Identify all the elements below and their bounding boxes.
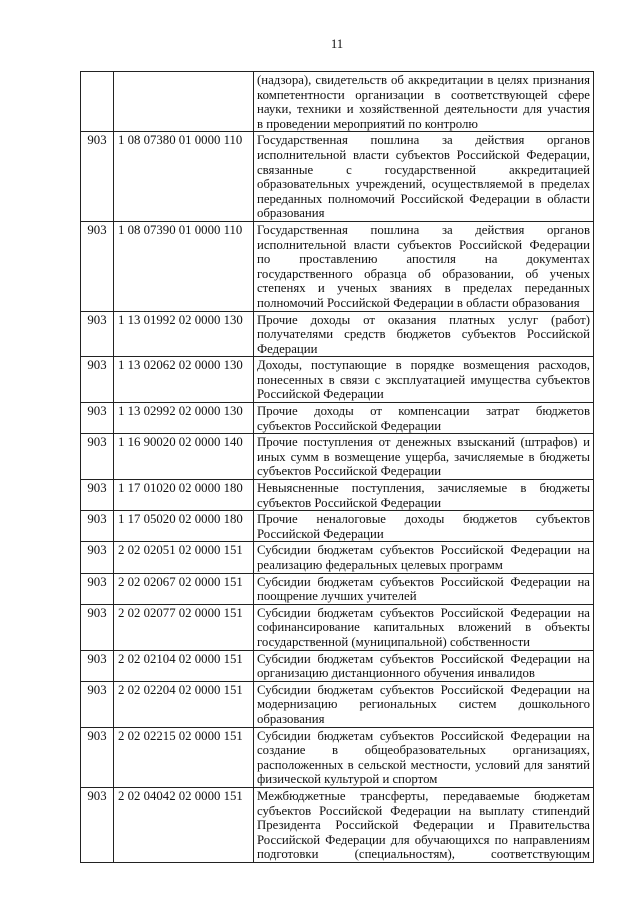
description-line: компетентности организации в соответствующей сфере bbox=[257, 87, 590, 102]
table-row bbox=[81, 650, 594, 681]
description-line: по проставлению апостиля на документах bbox=[257, 252, 590, 267]
description-line: Доходы, поступающие в порядке возмещения расходов, bbox=[257, 358, 590, 373]
table-row bbox=[81, 681, 594, 727]
description-line: субъектов Российской Федерации на выплату стипендий bbox=[257, 803, 590, 818]
revenue-code-cell: 2 02 02204 02 0000 151 bbox=[114, 681, 254, 727]
description-line: исполнительной власти субъектов Российской Федерации, bbox=[257, 147, 590, 162]
admin-code-cell: 903 bbox=[81, 573, 114, 604]
description-cell bbox=[254, 132, 594, 222]
description-line: государственного образца об образовании, об ученых bbox=[257, 266, 590, 281]
admin-code-cell: 903 bbox=[81, 650, 114, 681]
table-row bbox=[81, 480, 594, 511]
revenue-code-cell: 1 17 01020 02 0000 180 bbox=[114, 480, 254, 511]
description-cell bbox=[254, 72, 594, 132]
description-line: субъектов Российской Федерации bbox=[257, 495, 442, 510]
description-line: Российской Федерации bbox=[257, 526, 384, 541]
admin-code-cell: 903 bbox=[81, 480, 114, 511]
revenue-code-cell: 1 13 02062 02 0000 130 bbox=[114, 357, 254, 403]
description-line: субъектов Российской Федерации bbox=[257, 418, 442, 433]
revenue-code-cell: 2 02 02077 02 0000 151 bbox=[114, 604, 254, 650]
revenue-code-cell: 2 02 04042 02 0000 151 bbox=[114, 787, 254, 862]
table-row bbox=[81, 221, 594, 311]
table-row bbox=[81, 787, 594, 862]
description-cell bbox=[254, 221, 594, 311]
description-line: создание в общеобразовательных организациях, bbox=[257, 743, 590, 758]
description-line: реализацию федеральных целевых программ bbox=[257, 558, 503, 572]
revenue-code-cell: 2 02 02215 02 0000 151 bbox=[114, 727, 254, 787]
description-cell bbox=[254, 681, 594, 727]
description-line: Субсидии бюджетам субъектов Российской Федерации на bbox=[257, 682, 590, 697]
description-line: расположенных в сельской местности, условий для занятий bbox=[257, 757, 590, 772]
admin-code-cell: 903 bbox=[81, 357, 114, 403]
description-line: связанные с государственной аккредитацией bbox=[257, 162, 590, 177]
admin-code-cell: 903 bbox=[81, 604, 114, 650]
description-line: Субсидии бюджетам субъектов Российской Федерации на bbox=[257, 543, 590, 558]
table-row bbox=[81, 727, 594, 787]
revenue-code-cell bbox=[114, 72, 254, 132]
admin-code-cell: 903 bbox=[81, 681, 114, 727]
description-cell bbox=[254, 480, 594, 511]
description-line: в проведении мероприятий по контролю bbox=[257, 116, 478, 131]
description-cell bbox=[254, 511, 594, 542]
description-cell bbox=[254, 357, 594, 403]
description-line: государственной (муниципальной) собственности bbox=[257, 634, 531, 649]
revenue-code-cell: 2 02 02104 02 0000 151 bbox=[114, 650, 254, 681]
description-line: (надзора), свидетельств об аккредитации в целях признания bbox=[257, 73, 590, 87]
description-line: образовательных учреждений, осуществляемой в пределах bbox=[257, 177, 590, 192]
revenue-code-cell: 2 02 02067 02 0000 151 bbox=[114, 573, 254, 604]
description-line: Невыясненные поступления, зачисляемые в бюджеты bbox=[257, 481, 590, 496]
description-line: Российской Федерации bbox=[257, 387, 384, 402]
description-line: Президента Российской Федерации и Правительства bbox=[257, 818, 590, 833]
description-line: переданных полномочий Российской Федерации в области bbox=[257, 191, 590, 206]
description-line: Прочие поступления от денежных взысканий (штрафов) и bbox=[257, 435, 590, 450]
description-cell bbox=[254, 542, 594, 573]
description-line: Государственная пошлина за действия органов bbox=[257, 133, 590, 148]
description-cell bbox=[254, 311, 594, 357]
description-cell bbox=[254, 787, 594, 862]
description-line: науки, техники и хозяйственной деятельности для участия bbox=[257, 102, 590, 117]
revenue-code-cell: 1 13 02992 02 0000 130 bbox=[114, 403, 254, 434]
table-row bbox=[81, 72, 594, 132]
description-line: субъектов Российской Федерации bbox=[257, 464, 442, 479]
description-cell bbox=[254, 573, 594, 604]
description-line: полномочий Российской Федерации в области образования bbox=[257, 295, 580, 310]
admin-code-cell: 903 bbox=[81, 727, 114, 787]
admin-code-cell: 903 bbox=[81, 434, 114, 480]
revenue-code-cell: 1 17 05020 02 0000 180 bbox=[114, 511, 254, 542]
description-line: Прочие неналоговые доходы бюджетов субъектов bbox=[257, 512, 590, 527]
description-line: Российской Федерации для обучающихся по направлениям bbox=[257, 832, 590, 847]
revenue-code-cell: 2 02 02051 02 0000 151 bbox=[114, 542, 254, 573]
table-row bbox=[81, 573, 594, 604]
admin-code-cell bbox=[81, 72, 114, 132]
table-row bbox=[81, 604, 594, 650]
revenue-code-cell: 1 16 90020 02 0000 140 bbox=[114, 434, 254, 480]
description-line: получателями средств бюджетов субъектов Российской bbox=[257, 327, 590, 342]
description-cell bbox=[254, 403, 594, 434]
admin-code-cell: 903 bbox=[81, 221, 114, 311]
description-cell bbox=[254, 650, 594, 681]
description-line: Федерации bbox=[257, 341, 318, 356]
description-line: физической культурой и спортом bbox=[257, 772, 438, 787]
table-body bbox=[81, 72, 594, 863]
admin-code-cell: 903 bbox=[81, 511, 114, 542]
description-line: Прочие доходы от оказания платных услуг (работ) bbox=[257, 312, 590, 327]
description-line: образования bbox=[257, 711, 325, 726]
description-line: Субсидии бюджетам субъектов Российской Федерации на bbox=[257, 605, 590, 620]
table-row bbox=[81, 511, 594, 542]
description-line: Межбюджетные трансферты, передаваемые бюджетам bbox=[257, 788, 590, 803]
description-line: Субсидии бюджетам субъектов Российской Федерации на bbox=[257, 574, 590, 589]
table-row bbox=[81, 542, 594, 573]
description-line: подготовки (специальностям), соответствующим bbox=[257, 847, 590, 862]
description-line: иных сумм в возмещение ущерба, зачисляемые в бюджеты bbox=[257, 449, 590, 464]
description-line: образования bbox=[257, 206, 325, 221]
description-line: Субсидии бюджетам субъектов Российской Федерации на bbox=[257, 728, 590, 743]
description-line: Прочие доходы от компенсации затрат бюджетов bbox=[257, 404, 590, 419]
revenue-code-cell: 1 13 01992 02 0000 130 bbox=[114, 311, 254, 357]
description-line: понесенных в связи с эксплуатацией имущества субъектов bbox=[257, 372, 590, 387]
admin-code-cell: 903 bbox=[81, 403, 114, 434]
table-row bbox=[81, 403, 594, 434]
description-line: софинансирование капитальных вложений в объекты bbox=[257, 620, 590, 635]
admin-code-cell: 903 bbox=[81, 542, 114, 573]
table-row bbox=[81, 311, 594, 357]
description-line: организацию дистанционного обучения инвалидов bbox=[257, 666, 535, 681]
table-row bbox=[81, 357, 594, 403]
description-line: исполнительной власти субъектов Российской Федерации bbox=[257, 237, 590, 252]
description-line: степенях и ученых званиях в пределах переданных bbox=[257, 281, 590, 296]
revenue-code-cell: 1 08 07390 01 0000 110 bbox=[114, 221, 254, 311]
description-line: поощрение лучших учителей bbox=[257, 589, 417, 604]
description-line: модернизацию региональных систем дошкольного bbox=[257, 697, 590, 712]
admin-code-cell: 903 bbox=[81, 787, 114, 862]
description-cell bbox=[254, 604, 594, 650]
admin-code-cell: 903 bbox=[81, 311, 114, 357]
revenue-code-cell: 1 08 07380 01 0000 110 bbox=[114, 132, 254, 222]
table-row bbox=[81, 132, 594, 222]
page-number: 11 bbox=[330, 37, 344, 51]
document-table bbox=[80, 71, 594, 863]
admin-code-cell: 903 bbox=[81, 132, 114, 222]
table-row bbox=[81, 434, 594, 480]
description-cell bbox=[254, 727, 594, 787]
description-cell bbox=[254, 434, 594, 480]
description-line: Государственная пошлина за действия органов bbox=[257, 222, 590, 237]
description-line: Субсидии бюджетам субъектов Российской Федерации на bbox=[257, 651, 590, 666]
